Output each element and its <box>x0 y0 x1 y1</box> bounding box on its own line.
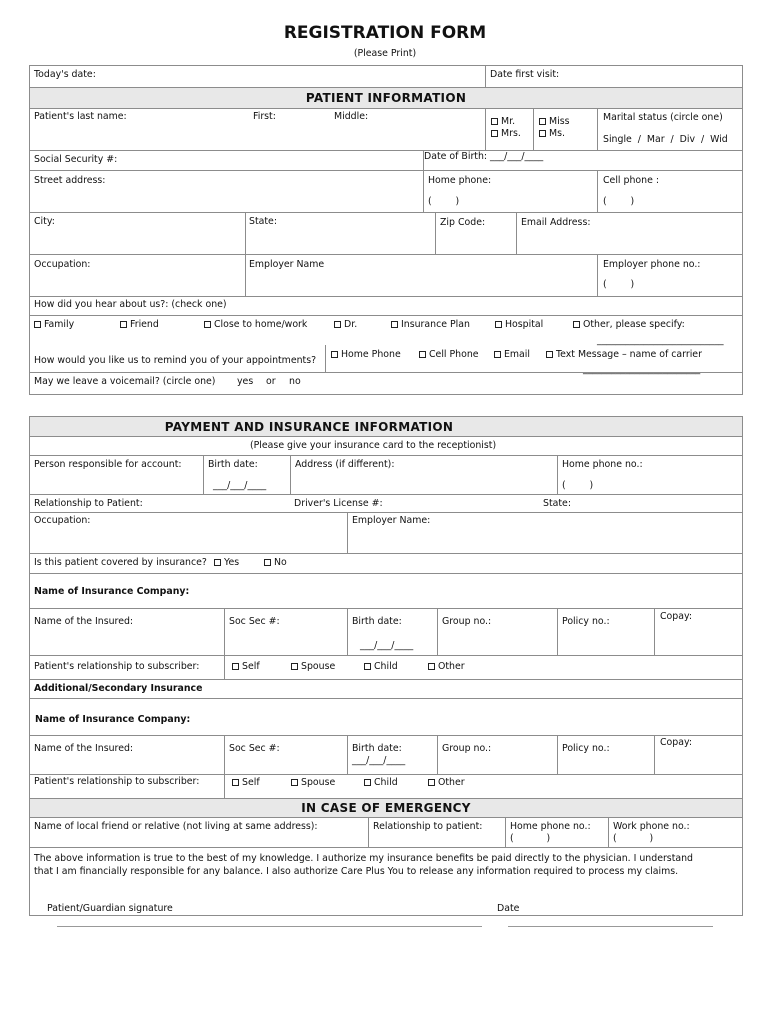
checkbox-icon <box>204 321 211 328</box>
subscriber-child-checkbox-2[interactable]: Child <box>364 778 398 789</box>
ms-checkbox[interactable]: Ms. <box>539 129 565 140</box>
last-name-field[interactable]: Patient's last name: <box>34 111 127 122</box>
patient-info-heading: PATIENT INFORMATION <box>305 91 467 105</box>
remind-cell-phone-checkbox[interactable]: Cell Phone <box>419 350 479 361</box>
subscriber-child-checkbox[interactable]: Child <box>364 662 398 673</box>
checkbox-icon <box>491 130 498 137</box>
hear-close-to-home-checkbox[interactable]: Close to home/work <box>204 320 307 331</box>
other-specify-blank[interactable]: ___________________________ <box>597 335 724 346</box>
checkbox-icon <box>428 663 435 670</box>
insured-birth-date-blank: ___/___/____ <box>360 640 414 651</box>
marital-status-label: Marital status (circle one) <box>603 112 723 123</box>
drivers-license-field[interactable]: Driver's License #: <box>294 498 383 509</box>
form-subtitle: (Please Print) <box>353 48 417 59</box>
relationship-to-patient-field[interactable]: Relationship to Patient: <box>34 498 143 509</box>
policy-no-field[interactable]: Policy no.: <box>562 616 610 627</box>
checkbox-icon <box>391 321 398 328</box>
occupation-field[interactable]: Occupation: <box>34 259 91 270</box>
hear-other-checkbox[interactable]: Other, please specify: <box>573 320 685 331</box>
checkbox-icon <box>428 779 435 786</box>
state-field[interactable]: State: <box>249 216 277 227</box>
emergency-home-phone-blank: ( ) <box>510 833 551 844</box>
zip-code-field[interactable]: Zip Code: <box>440 217 486 228</box>
hear-hospital-checkbox[interactable]: Hospital <box>495 320 543 331</box>
dob-field[interactable]: Date of Birth: ___/___/____ <box>424 151 544 162</box>
remind-home-phone-checkbox[interactable]: Home Phone <box>331 350 401 361</box>
subscriber-spouse-checkbox-2[interactable]: Spouse <box>291 778 335 789</box>
mrs-checkbox[interactable]: Mrs. <box>491 129 521 140</box>
mr-checkbox[interactable]: Mr. <box>491 117 515 128</box>
subscriber-spouse-checkbox[interactable]: Spouse <box>291 662 335 673</box>
address-if-different-field[interactable]: Address (if different): <box>295 459 395 470</box>
form-title: REGISTRATION FORM <box>283 23 487 43</box>
emergency-home-phone-field[interactable]: Home phone no.: <box>510 821 591 832</box>
payment-subheading: (Please give your insurance card to the receptionist) <box>250 440 497 451</box>
additional-insurance-heading: Additional/Secondary Insurance <box>34 683 203 694</box>
signature-line[interactable] <box>57 926 482 927</box>
hear-friend-checkbox[interactable]: Friend <box>120 320 159 331</box>
signature-date-label: Date <box>497 903 520 914</box>
emergency-heading: IN CASE OF EMERGENCY <box>301 801 471 815</box>
insured-soc-sec-field[interactable]: Soc Sec #: <box>229 616 280 627</box>
signature-label: Patient/Guardian signature <box>47 903 173 914</box>
hear-family-checkbox[interactable]: Family <box>34 320 74 331</box>
checkbox-icon <box>546 351 553 358</box>
emergency-work-phone-field[interactable]: Work phone no.: <box>613 821 690 832</box>
subscriber-self-checkbox-2[interactable]: Self <box>232 778 260 789</box>
hear-about-label: How did you hear about us?: (check one) <box>34 299 227 310</box>
birth-date-field[interactable]: Birth date: <box>208 459 258 470</box>
insured-birth-date-field[interactable]: Birth date: <box>352 616 402 627</box>
checkbox-icon <box>264 559 271 566</box>
checkbox-icon <box>364 663 371 670</box>
checkbox-icon <box>573 321 580 328</box>
covered-no-checkbox[interactable]: No <box>264 558 287 569</box>
insurance-company-field[interactable]: Name of Insurance Company: <box>34 586 190 597</box>
checkbox-icon <box>334 321 341 328</box>
insured-birth-date-field-2[interactable]: Birth date: <box>352 743 402 754</box>
remind-text-message-checkbox[interactable]: Text Message – name of carrier <box>546 350 702 361</box>
insured-name-field-2[interactable]: Name of the Insured: <box>34 743 134 754</box>
responsible-field[interactable]: Person responsible for account: <box>34 459 182 470</box>
covered-yes-checkbox[interactable]: Yes <box>214 558 239 569</box>
copay-field-2[interactable]: Copay: <box>660 737 693 748</box>
checkbox-icon <box>331 351 338 358</box>
payment-heading: PAYMENT AND INSURANCE INFORMATION <box>164 420 454 434</box>
city-field[interactable]: City: <box>34 216 55 227</box>
checkbox-icon <box>539 130 546 137</box>
checkbox-icon <box>232 779 239 786</box>
voicemail-yes[interactable]: yes <box>237 376 254 387</box>
subscriber-relationship-label-2: Patient's relationship to subscriber: <box>34 776 200 787</box>
remind-email-checkbox[interactable]: Email <box>494 350 530 361</box>
miss-checkbox[interactable]: Miss <box>539 117 569 128</box>
employer-phone-blank: ( ) <box>603 279 635 290</box>
subscriber-self-checkbox[interactable]: Self <box>232 662 260 673</box>
checkbox-icon <box>34 321 41 328</box>
payment-employer-field[interactable]: Employer Name: <box>352 515 431 526</box>
drivers-license-state-field[interactable]: State: <box>543 498 571 509</box>
middle-name-field[interactable]: Middle: <box>334 111 369 122</box>
authorization-statement: The above information is true to the best of my knowledge. I authorize my insurance benefits be paid directly to the physician. I understand that I am financially responsible for any balance. I also authorize Care Plus You to release any information required to process my claims. <box>34 853 694 878</box>
checkbox-icon <box>539 118 546 125</box>
employer-phone-field[interactable]: Employer phone no.: <box>603 259 701 270</box>
checkbox-icon <box>491 118 498 125</box>
voicemail-no[interactable]: no <box>289 376 301 387</box>
checkbox-icon <box>364 779 371 786</box>
checkbox-icon <box>291 779 298 786</box>
group-no-field[interactable]: Group no.: <box>442 616 492 627</box>
payment-home-phone-field[interactable]: Home phone no.: <box>562 459 643 470</box>
covered-label: Is this patient covered by insurance? <box>34 557 207 568</box>
ssn-field[interactable]: Social Security #: <box>34 154 118 165</box>
checkbox-icon <box>494 351 501 358</box>
group-no-field-2[interactable]: Group no.: <box>442 743 492 754</box>
insured-name-field[interactable]: Name of the Insured: <box>34 616 134 627</box>
street-address-field[interactable]: Street address: <box>34 175 106 186</box>
emergency-relationship-field[interactable]: Relationship to patient: <box>373 821 483 832</box>
emergency-work-phone-blank: ( ) <box>613 833 654 844</box>
emergency-contact-field[interactable]: Name of local friend or relative (not living at same address): <box>34 821 318 832</box>
insured-birth-date-blank-2: ___/___/____ <box>352 755 406 766</box>
employer-name-field[interactable]: Employer Name <box>249 259 325 270</box>
marital-status-options[interactable]: Single / Mar / Div / Wid <box>603 134 728 145</box>
cell-phone-field[interactable]: Cell phone : <box>603 175 659 186</box>
copay-field[interactable]: Copay: <box>660 611 693 622</box>
subscriber-other-checkbox-2[interactable]: Other <box>428 778 465 789</box>
date-first-visit-field[interactable]: Date first visit: <box>490 69 560 80</box>
policy-no-field-2[interactable]: Policy no.: <box>562 743 610 754</box>
checkbox-icon <box>232 663 239 670</box>
checkbox-icon <box>419 351 426 358</box>
voicemail-or: or <box>266 376 276 387</box>
hear-dr-checkbox[interactable]: Dr. <box>334 320 357 331</box>
voicemail-label: May we leave a voicemail? (circle one) <box>34 376 216 387</box>
insurance-company-field-2[interactable]: Name of Insurance Company: <box>35 714 191 725</box>
todays-date-field[interactable]: Today's date: <box>34 69 96 80</box>
hear-insurance-plan-checkbox[interactable]: Insurance Plan <box>391 320 470 331</box>
subscriber-other-checkbox[interactable]: Other <box>428 662 465 673</box>
checkbox-icon <box>291 663 298 670</box>
home-phone-field[interactable]: Home phone: <box>428 175 492 186</box>
email-address-field[interactable]: Email Address: <box>521 217 591 228</box>
insured-soc-sec-field-2[interactable]: Soc Sec #: <box>229 743 280 754</box>
home-phone-blank: ( ) <box>428 196 460 207</box>
date-line[interactable] <box>508 926 713 927</box>
subscriber-relationship-label: Patient's relationship to subscriber: <box>34 661 200 672</box>
first-name-field[interactable]: First: <box>253 111 276 122</box>
payment-home-phone-blank: ( ) <box>562 480 594 491</box>
checkbox-icon <box>214 559 221 566</box>
birth-date-blank: ___/___/____ <box>213 480 267 491</box>
checkbox-icon <box>120 321 127 328</box>
payment-occupation-field[interactable]: Occupation: <box>34 515 91 526</box>
carrier-blank[interactable]: _________________________ <box>583 364 701 375</box>
remind-label: How would you like us to remind you of your appointments? <box>34 355 317 366</box>
checkbox-icon <box>495 321 502 328</box>
cell-phone-blank: ( ) <box>603 196 635 207</box>
